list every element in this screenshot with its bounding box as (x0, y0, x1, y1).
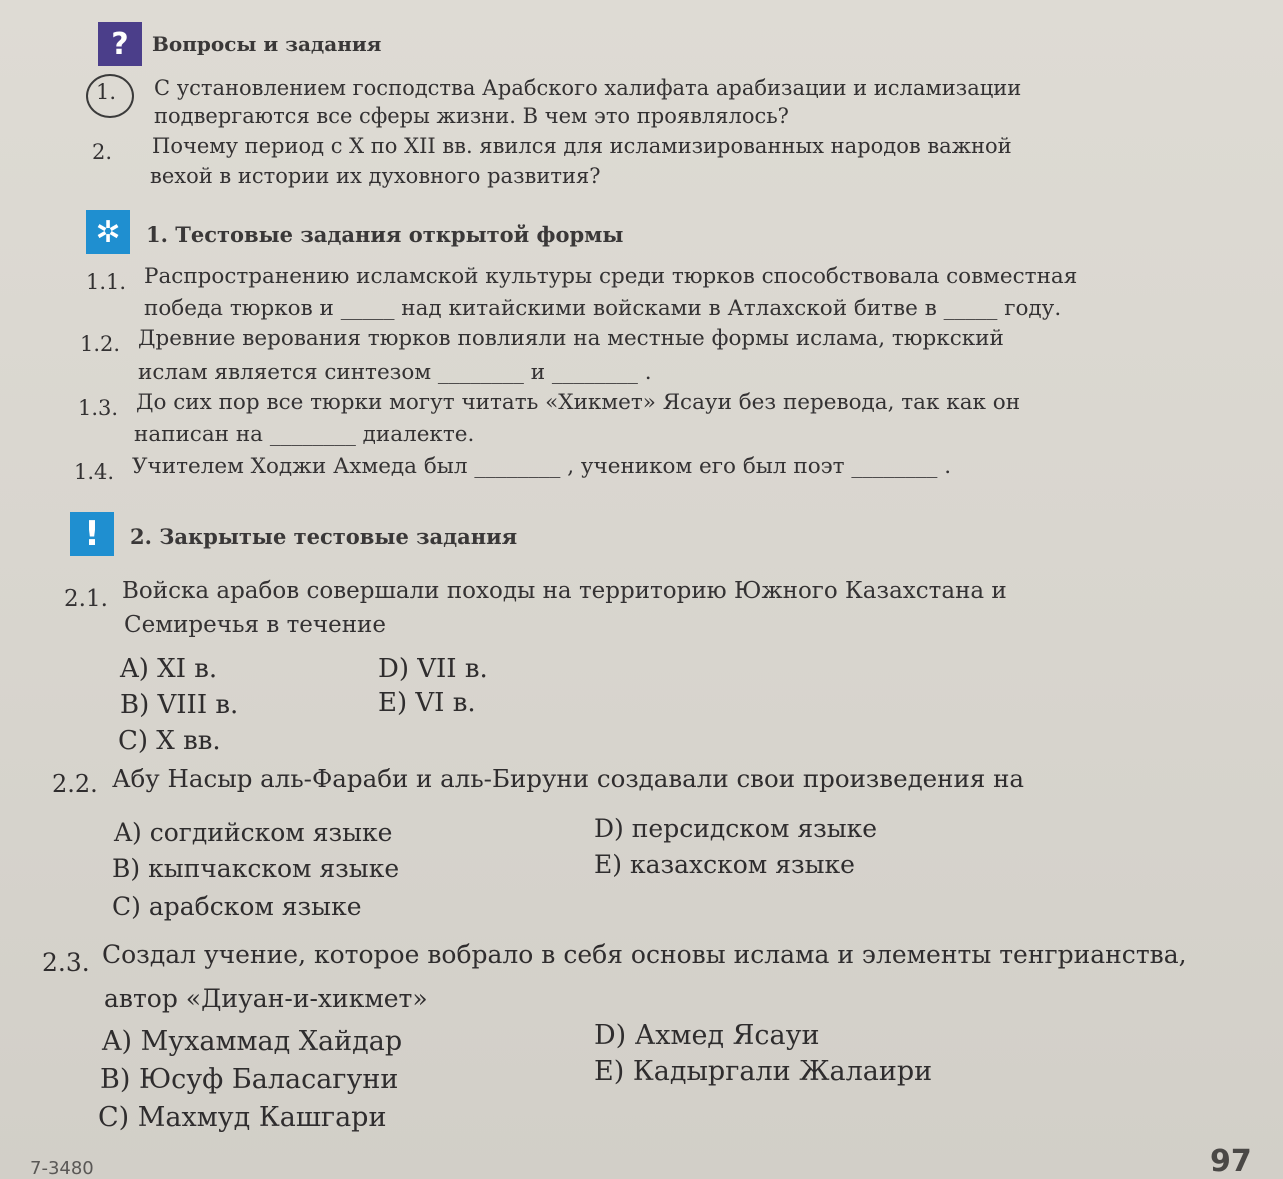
task-text: Войска арабов совершали походы на территорию Южного Казахстана и (122, 578, 1007, 604)
task-number: 1.1. (86, 270, 127, 294)
answer-option-c: C) Махмуд Кашгари (98, 1102, 387, 1133)
answer-option-a: A) согдийском языке (114, 818, 393, 847)
page-number: 97 (1210, 1144, 1252, 1179)
answer-option-c: C) арабском языке (112, 892, 362, 921)
task-number: 1.3. (78, 396, 119, 420)
task-text: Учителем Ходжи Ахмеда был ________ , учеником его был поэт ________ . (132, 454, 952, 479)
task-text: автор «Диуан-и-хикмет» (104, 984, 428, 1013)
task-number: 2.2. (52, 770, 98, 798)
task-number: 2.1. (64, 586, 108, 612)
answer-option-c: C) X вв. (118, 726, 221, 756)
task-number: 2.3. (42, 948, 90, 977)
task-text: ислам является синтезом ________ и ________ . (138, 360, 652, 385)
answer-option-a: A) XI в. (120, 654, 218, 684)
task-text: Древние верования тюрков повлияли на местные формы ислама, тюркский (138, 326, 1004, 351)
answer-option-e: E) VI в. (378, 688, 476, 718)
question-text: подвергаются все сферы жизни. В чем это проявлялось? (154, 104, 789, 128)
task-text: победа тюрков и _____ над китайскими войсками в Атлахской битве в _____ году. (144, 296, 1062, 321)
task-text: Семиречья в течение (124, 612, 386, 638)
answer-option-e: E) Кадыргали Жалаири (594, 1056, 933, 1087)
answer-option-d: D) Ахмед Ясауи (594, 1020, 820, 1051)
task-text: Абу Насыр аль-Фараби и аль-Бируни создавали свои произведения на (112, 764, 1025, 793)
open-tests-heading: 1. Тестовые задания открытой формы (146, 222, 624, 247)
task-text: написан на ________ диалекте. (134, 422, 475, 447)
print-code: 7-3480 (30, 1158, 94, 1179)
question-text: вехой в истории их духовного развития? (150, 164, 601, 188)
task-number: 1.2. (80, 332, 121, 356)
task-number: 1.4. (74, 460, 115, 484)
answer-option-e: E) казахском языке (594, 850, 855, 879)
asterisk-icon: ✲ (86, 210, 130, 254)
answer-option-d: D) персидском языке (594, 814, 878, 843)
answer-option-b: B) кыпчакском языке (112, 854, 400, 883)
task-text: До сих пор все тюрки могут читать «Хикмет» Ясауи без перевода, так как он (136, 390, 1021, 415)
task-text: Распространению исламской культуры среди тюрков способствовала совместная (144, 264, 1078, 289)
answer-option-a: A) Мухаммад Хайдар (102, 1026, 403, 1057)
answer-option-b: B) Юсуф Баласагуни (100, 1064, 399, 1095)
questions-heading: Вопросы и задания (152, 32, 382, 56)
question-number: 1. (96, 80, 117, 104)
answer-option-b: B) VIII в. (120, 690, 239, 720)
exclamation-icon: ! (70, 512, 114, 556)
question-text: С установлением господства Арабского халифата арабизации и исламизации (154, 76, 1022, 100)
question-number: 2. (92, 140, 113, 164)
question-mark-icon: ? (98, 22, 142, 66)
question-text: Почему период с X по XII вв. явился для исламизированных народов важной (152, 134, 1012, 158)
task-text: Создал учение, которое вобрало в себя основы ислама и элементы тенгрианства, (102, 940, 1187, 969)
answer-option-d: D) VII в. (378, 654, 488, 684)
closed-tests-heading: 2. Закрытые тестовые задания (130, 524, 518, 549)
